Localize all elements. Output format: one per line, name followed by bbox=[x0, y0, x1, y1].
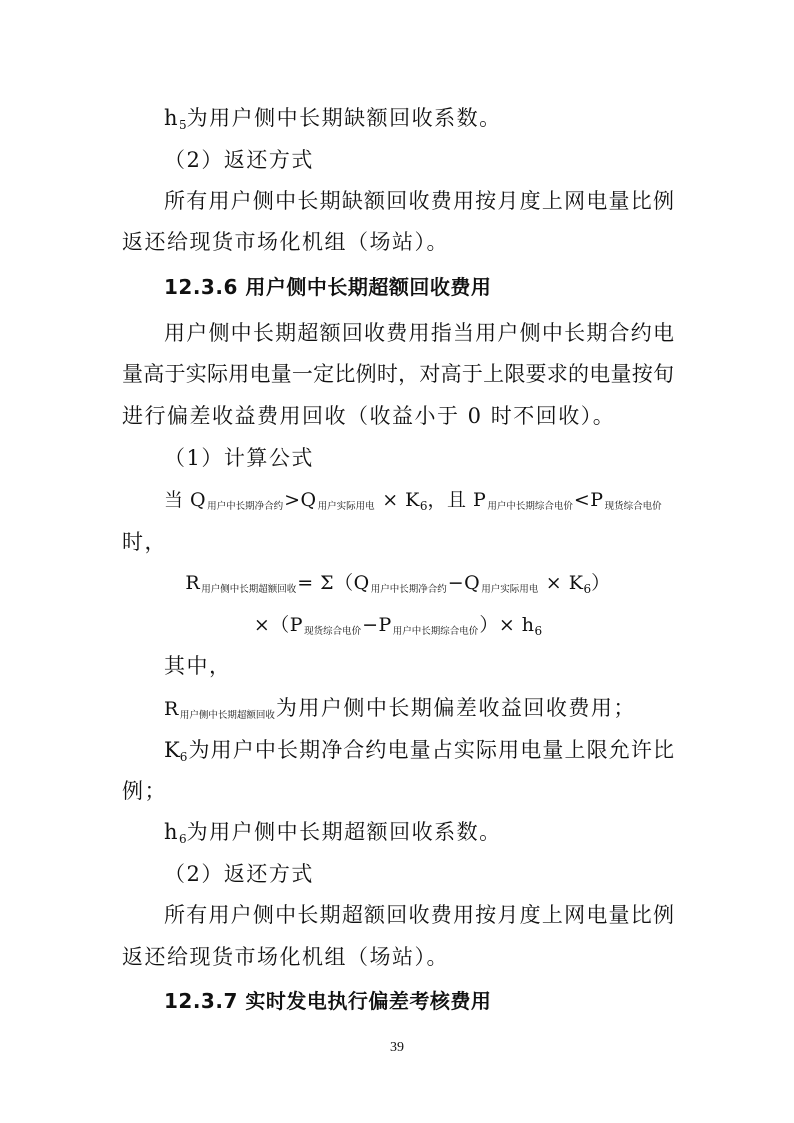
return-method-para-1-line-2: 返还给现货市场化机组（场站）。 bbox=[122, 230, 449, 254]
cond-subscript: 6 bbox=[419, 499, 428, 513]
r-symbol: R bbox=[164, 698, 179, 720]
return-method-para-1-line-1: 所有用户侧中长期缺额回收费用按月度上网电量比例 bbox=[164, 189, 674, 213]
definition-para-line-2: 量高于实际用电量一定比例时，对高于上限要求的电量按旬 bbox=[122, 362, 674, 386]
formula-text: = Σ（Q bbox=[297, 572, 370, 594]
formula-subscript: 用户中长期净合约 bbox=[370, 584, 447, 595]
formula-subscript: 用户实际用电 bbox=[481, 584, 539, 595]
k6-symbol: K bbox=[164, 738, 180, 762]
cond-text: ，且 P bbox=[427, 489, 487, 511]
formula-subscript: 现货综合电价 bbox=[304, 626, 362, 637]
h5-definition bbox=[164, 103, 674, 140]
r-definition bbox=[164, 693, 674, 731]
formula-text: −Q bbox=[447, 572, 481, 594]
definition-para-line-3: 进行偏差收益费用回收（收益小于 0 时不回收）。 bbox=[122, 404, 616, 428]
k6-text: 为用户中长期净合约电量占实际用电量上限允许比 bbox=[187, 738, 674, 762]
section-heading-12-3-7: 12.3.7 实时发电执行偏差考核费用 bbox=[164, 989, 492, 1013]
return-method-para-2-line-1: 所有用户侧中长期超额回收费用按月度上网电量比例 bbox=[164, 903, 674, 927]
h5-subscript: 5 bbox=[179, 118, 187, 132]
formula-subscript: 用户中长期综合电价 bbox=[392, 626, 479, 637]
r-text: 为用户侧中长期偏差收益回收费用； bbox=[275, 696, 636, 720]
formula-subscript: 用户侧中长期超额回收 bbox=[201, 584, 297, 595]
qizhong-label: 其中， bbox=[164, 654, 232, 678]
h6-symbol: h bbox=[164, 820, 180, 844]
formula-subscript: 6 bbox=[583, 582, 592, 596]
formula-line-1 bbox=[122, 568, 674, 605]
return-method-title-1: （2）返还方式 bbox=[164, 148, 314, 172]
formula-text: ×（P bbox=[253, 614, 304, 636]
formula-text: −P bbox=[362, 614, 392, 636]
section-heading-12-3-6: 12.3.6 用户侧中长期超额回收费用 bbox=[164, 275, 492, 299]
condition-line-end: 时， bbox=[122, 530, 167, 554]
page-number: 39 bbox=[390, 1040, 404, 1055]
cond-subscript: 用户实际用电 bbox=[317, 501, 375, 512]
formula-text: ）× h bbox=[479, 614, 535, 636]
cond-subscript: 用户中长期综合电价 bbox=[487, 501, 573, 512]
condition-line bbox=[164, 485, 674, 522]
k6-subscript: 6 bbox=[179, 750, 188, 764]
formula-subscript: 6 bbox=[534, 624, 543, 638]
h6-subscript: 6 bbox=[179, 832, 187, 846]
cond-text: <P bbox=[573, 489, 604, 511]
definition-para-line-1: 用户侧中长期超额回收费用指当用户侧中长期合约电 bbox=[164, 321, 674, 345]
cond-subscript: 现货综合电价 bbox=[604, 501, 662, 512]
formula-text: × K bbox=[539, 572, 584, 594]
h5-text: 为用户侧中长期缺额回收系数。 bbox=[186, 106, 502, 130]
k6-definition-line-2: 例； bbox=[122, 779, 167, 803]
r-subscript: 用户侧中长期超额回收 bbox=[179, 710, 275, 721]
cond-subscript: 用户中长期净合约 bbox=[207, 501, 284, 512]
h6-definition bbox=[164, 817, 674, 854]
cond-text: × K bbox=[375, 489, 420, 511]
formula-line-2 bbox=[122, 610, 674, 647]
h5-symbol: h bbox=[164, 106, 180, 130]
cond-text: >Q bbox=[284, 489, 317, 511]
return-method-title-2: （2）返还方式 bbox=[164, 862, 314, 886]
formula-text: ） bbox=[591, 572, 611, 594]
return-method-para-2-line-2: 返还给现货市场化机组（场站）。 bbox=[122, 945, 449, 969]
calc-formula-title: （1）计算公式 bbox=[164, 446, 314, 470]
formula-text: R bbox=[185, 572, 201, 594]
h6-text: 为用户侧中长期超额回收系数。 bbox=[186, 820, 502, 844]
cond-text: 当 Q bbox=[164, 489, 207, 511]
k6-definition-line-1 bbox=[164, 735, 674, 772]
